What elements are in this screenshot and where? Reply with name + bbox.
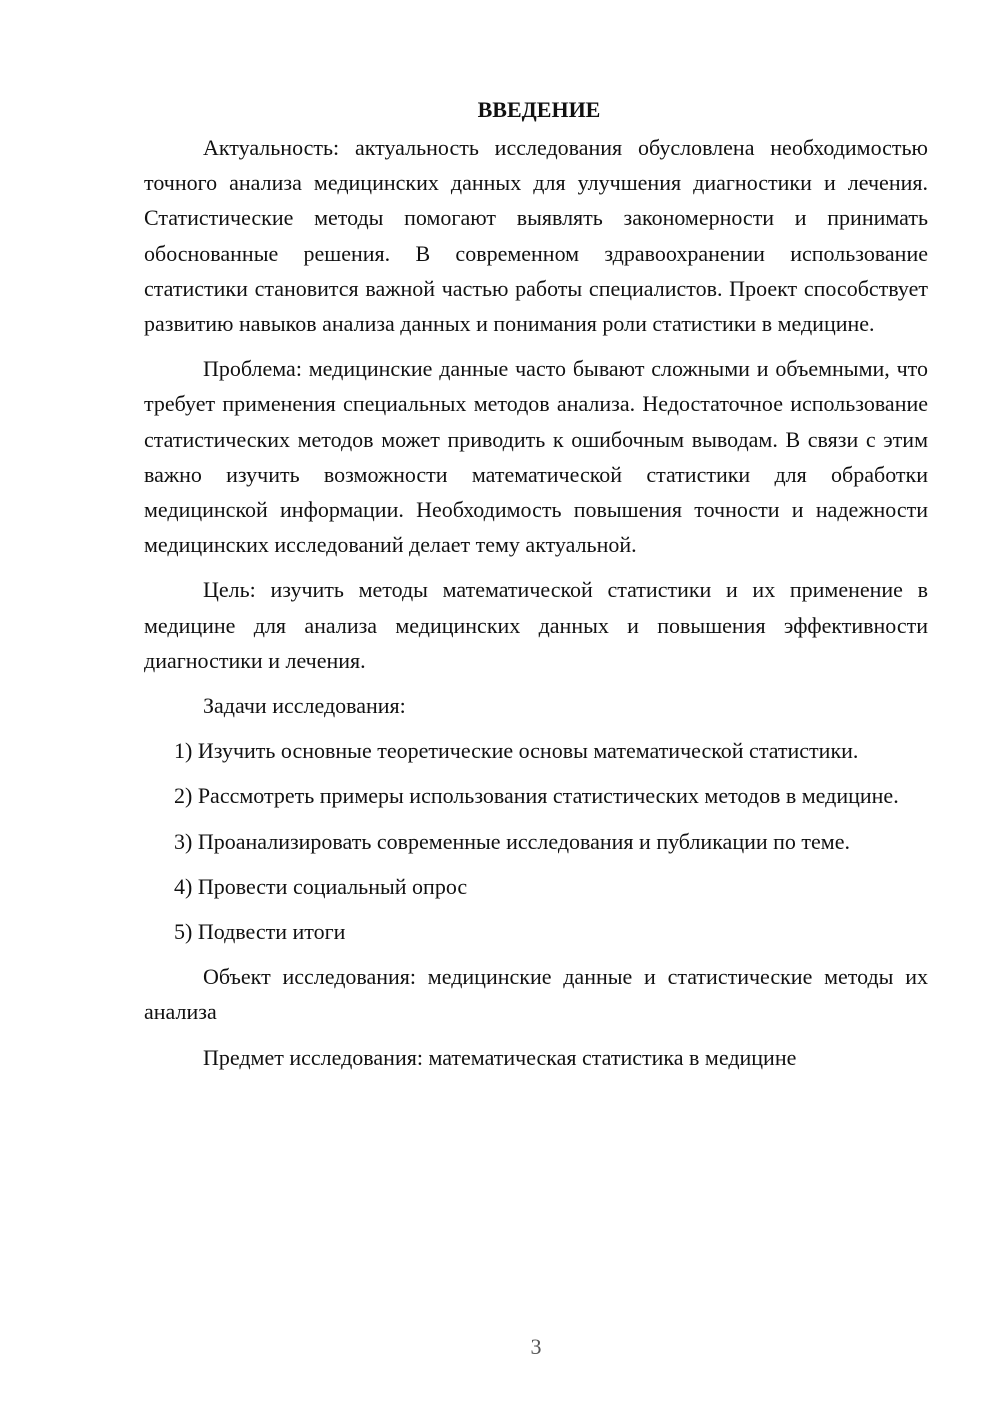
section-heading: ВВЕДЕНИЕ (477, 97, 601, 122)
page-content (144, 94, 928, 1085)
object-paragraph: Объект исследования: медицинские данные и статистические методы их анализа (144, 964, 928, 1025)
task-item-3: 3) Проанализировать современные исследования и публикации по теме. (174, 828, 850, 854)
tasks-heading: Задачи исследования: (203, 693, 406, 719)
task-item-5: 5) Подвести итоги (174, 919, 346, 945)
task-item-2: 2) Рассмотреть примеры использования статистических методов в медицине. (174, 783, 899, 809)
goal-paragraph: Цель: изучить методы математической статистики и их применение в медицине для анализа медицинских данных и повышения эффективности диагностики и лечения. (144, 577, 928, 673)
task-item-4: 4) Провести социальный опрос (174, 873, 468, 899)
task-item-1: 1) Изучить основные теоретические основы математической статистики. (174, 738, 859, 764)
relevance-paragraph: Актуальность: актуальность исследования обусловлена необходимостью точного анализа медицинских данных для улучшения диагностики и лечения. Статистические методы помогают выявлять закономерности и принимать обоснованные решения. В современном здравоохранении использование статистики становится важной частью работы специалистов. Проект способствует развитию навыков анализа данных и понимания роли статистики в медицине. (144, 135, 928, 337)
subject-paragraph: Предмет исследования: математическая статистика в медицине (203, 1044, 797, 1070)
page-number: 3 (530, 1334, 542, 1359)
problem-paragraph: Проблема: медицинские данные часто бывают сложными и объемными, что требует применения специальных методов анализа. Недостаточное использование статистических методов может приводить к ошибочным выводам. В связи с этим важно изучить возможности математической статистики для обработки медицинской информации. Необходимость повышения точности и надежности медицинских исследований делает тему актуальной. (144, 356, 928, 558)
